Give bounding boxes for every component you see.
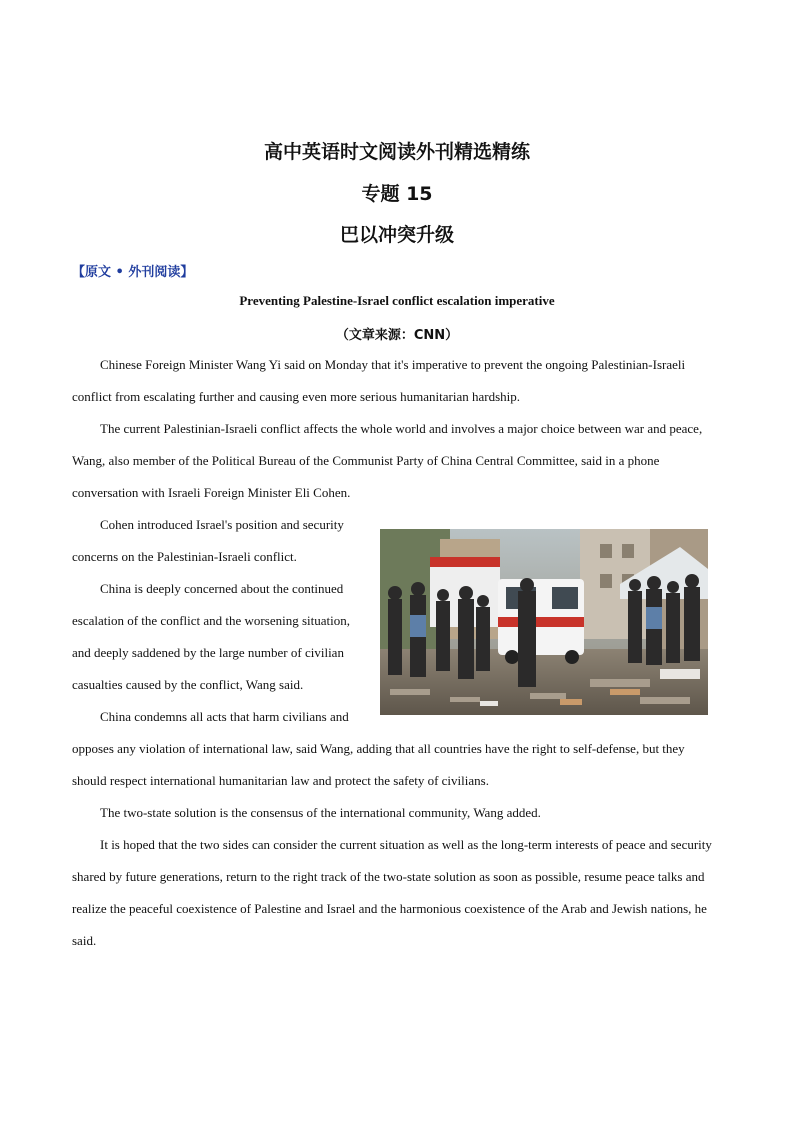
article-title: Preventing Palestine-Israel conflict escalation imperative (239, 293, 555, 308)
paragraph-4: China is deeply concerned about the continued escalation of the conflict and the worsening situation, and deeply saddened by the large number of civilian casualties caused by the conflict, Wang said. (72, 581, 350, 692)
topic-title: 巴以冲突升级 (339, 224, 454, 246)
paragraph-2: The current Palestinian-Israeli conflict affects the whole world and involves a major choice between war and peace, Wang, also member of the Political Bureau of the Communist Party of China Central Committee, said in a phone conversation with Israeli Foreign Minister Eli Cohen. (72, 421, 703, 500)
news-photo (380, 529, 708, 715)
topic-number: 专题 15 (361, 183, 433, 205)
article-source: （文章来源：CNN） (335, 328, 459, 343)
article-body (72, 349, 720, 957)
paragraph-1: Chinese Foreign Minister Wang Yi said on Monday that it's imperative to prevent the ongoing Palestinian-Israeli conflict from escalating further and causing even more serious humanitarian hardship. (72, 357, 686, 404)
paragraph-6: The two-state solution is the consensus of the international community, Wang added. (100, 805, 541, 820)
paragraph-3: Cohen introduced Israel's position and security concerns on the Palestinian-Israeli conflict. (72, 517, 344, 564)
section-tag: 【原文 • 外刊阅读】 (72, 265, 194, 280)
document-title: 高中英语时文阅读外刊精选精练 (263, 141, 530, 163)
paragraph-5: China condemns all acts that harm civilians and opposes any violation of international law, said Wang, adding that all countries have the right to self-defense, but they should respect international humanitarian law and protect the safety of civilians. (72, 709, 685, 788)
paragraph-7: It is hoped that the two sides can consider the current situation as well as the long-term interests of peace and security shared by future generations, return to the right track of the two-state solution as soon as possible, resume peace talks and realize the peaceful coexistence of Palestine and Israel and the harmonious coexistence of the Arab and Jewish nations, he said. (72, 837, 712, 948)
street-scene-image (380, 529, 708, 715)
